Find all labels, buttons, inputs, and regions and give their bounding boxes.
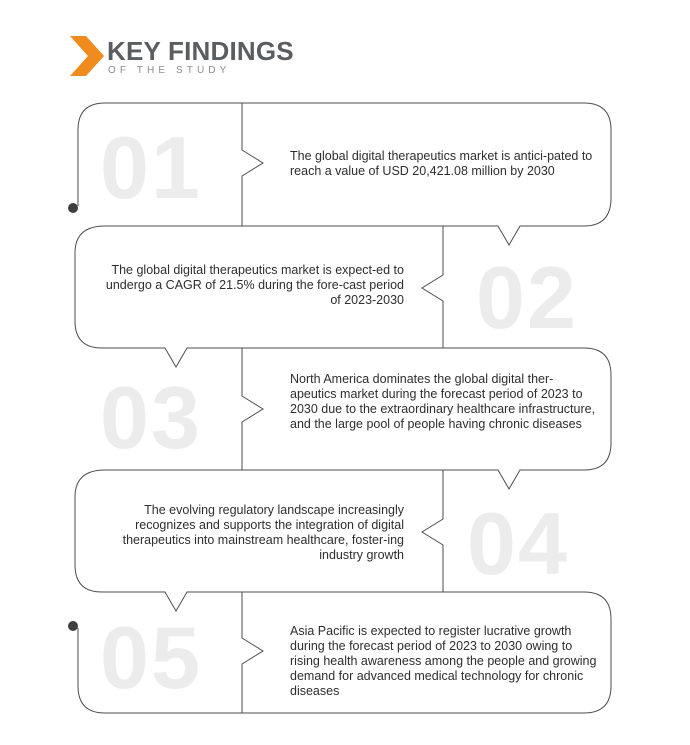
page-title: KEY FINDINGS xyxy=(107,36,294,66)
finding-text-01: The global digital therapeutics market is antici-pated to reach a value of USD 20,421.08 million by 2030 xyxy=(290,149,593,178)
finding-number-05: 05 xyxy=(100,608,202,707)
finding-text-02: The global digital therapeutics market is expect-ed to undergo a CAGR of 21.5% during the fore-cast period of 2023-2030 xyxy=(105,263,404,307)
timeline-end-dot xyxy=(68,621,78,631)
finding-number-01: 01 xyxy=(100,118,202,217)
page-subtitle: OF THE STUDY xyxy=(108,65,231,76)
timeline-start-dot xyxy=(68,203,78,213)
finding-text-03: North America dominates the global digital ther-apeutics market during the forecast period of 2023 to 2030 due to the extraordinary healthcare infrastructure, and the large pool of people having chronic diseases xyxy=(290,372,596,431)
finding-number-04: 04 xyxy=(467,494,569,593)
finding-number-03: 03 xyxy=(100,368,202,467)
finding-text-05: Asia Pacific is expected to register lucrative growth during the forecast period of 2023 to 2030 owing to rising health awareness among the people and growing demand for advanced medical technology for chronic diseases xyxy=(290,624,597,698)
finding-number-02: 02 xyxy=(476,248,578,347)
finding-text-04: The evolving regulatory landscape increasingly recognizes and supports the integration of digital therapeutics into mainstream healthcare, foster-ing industry growth xyxy=(122,503,404,562)
